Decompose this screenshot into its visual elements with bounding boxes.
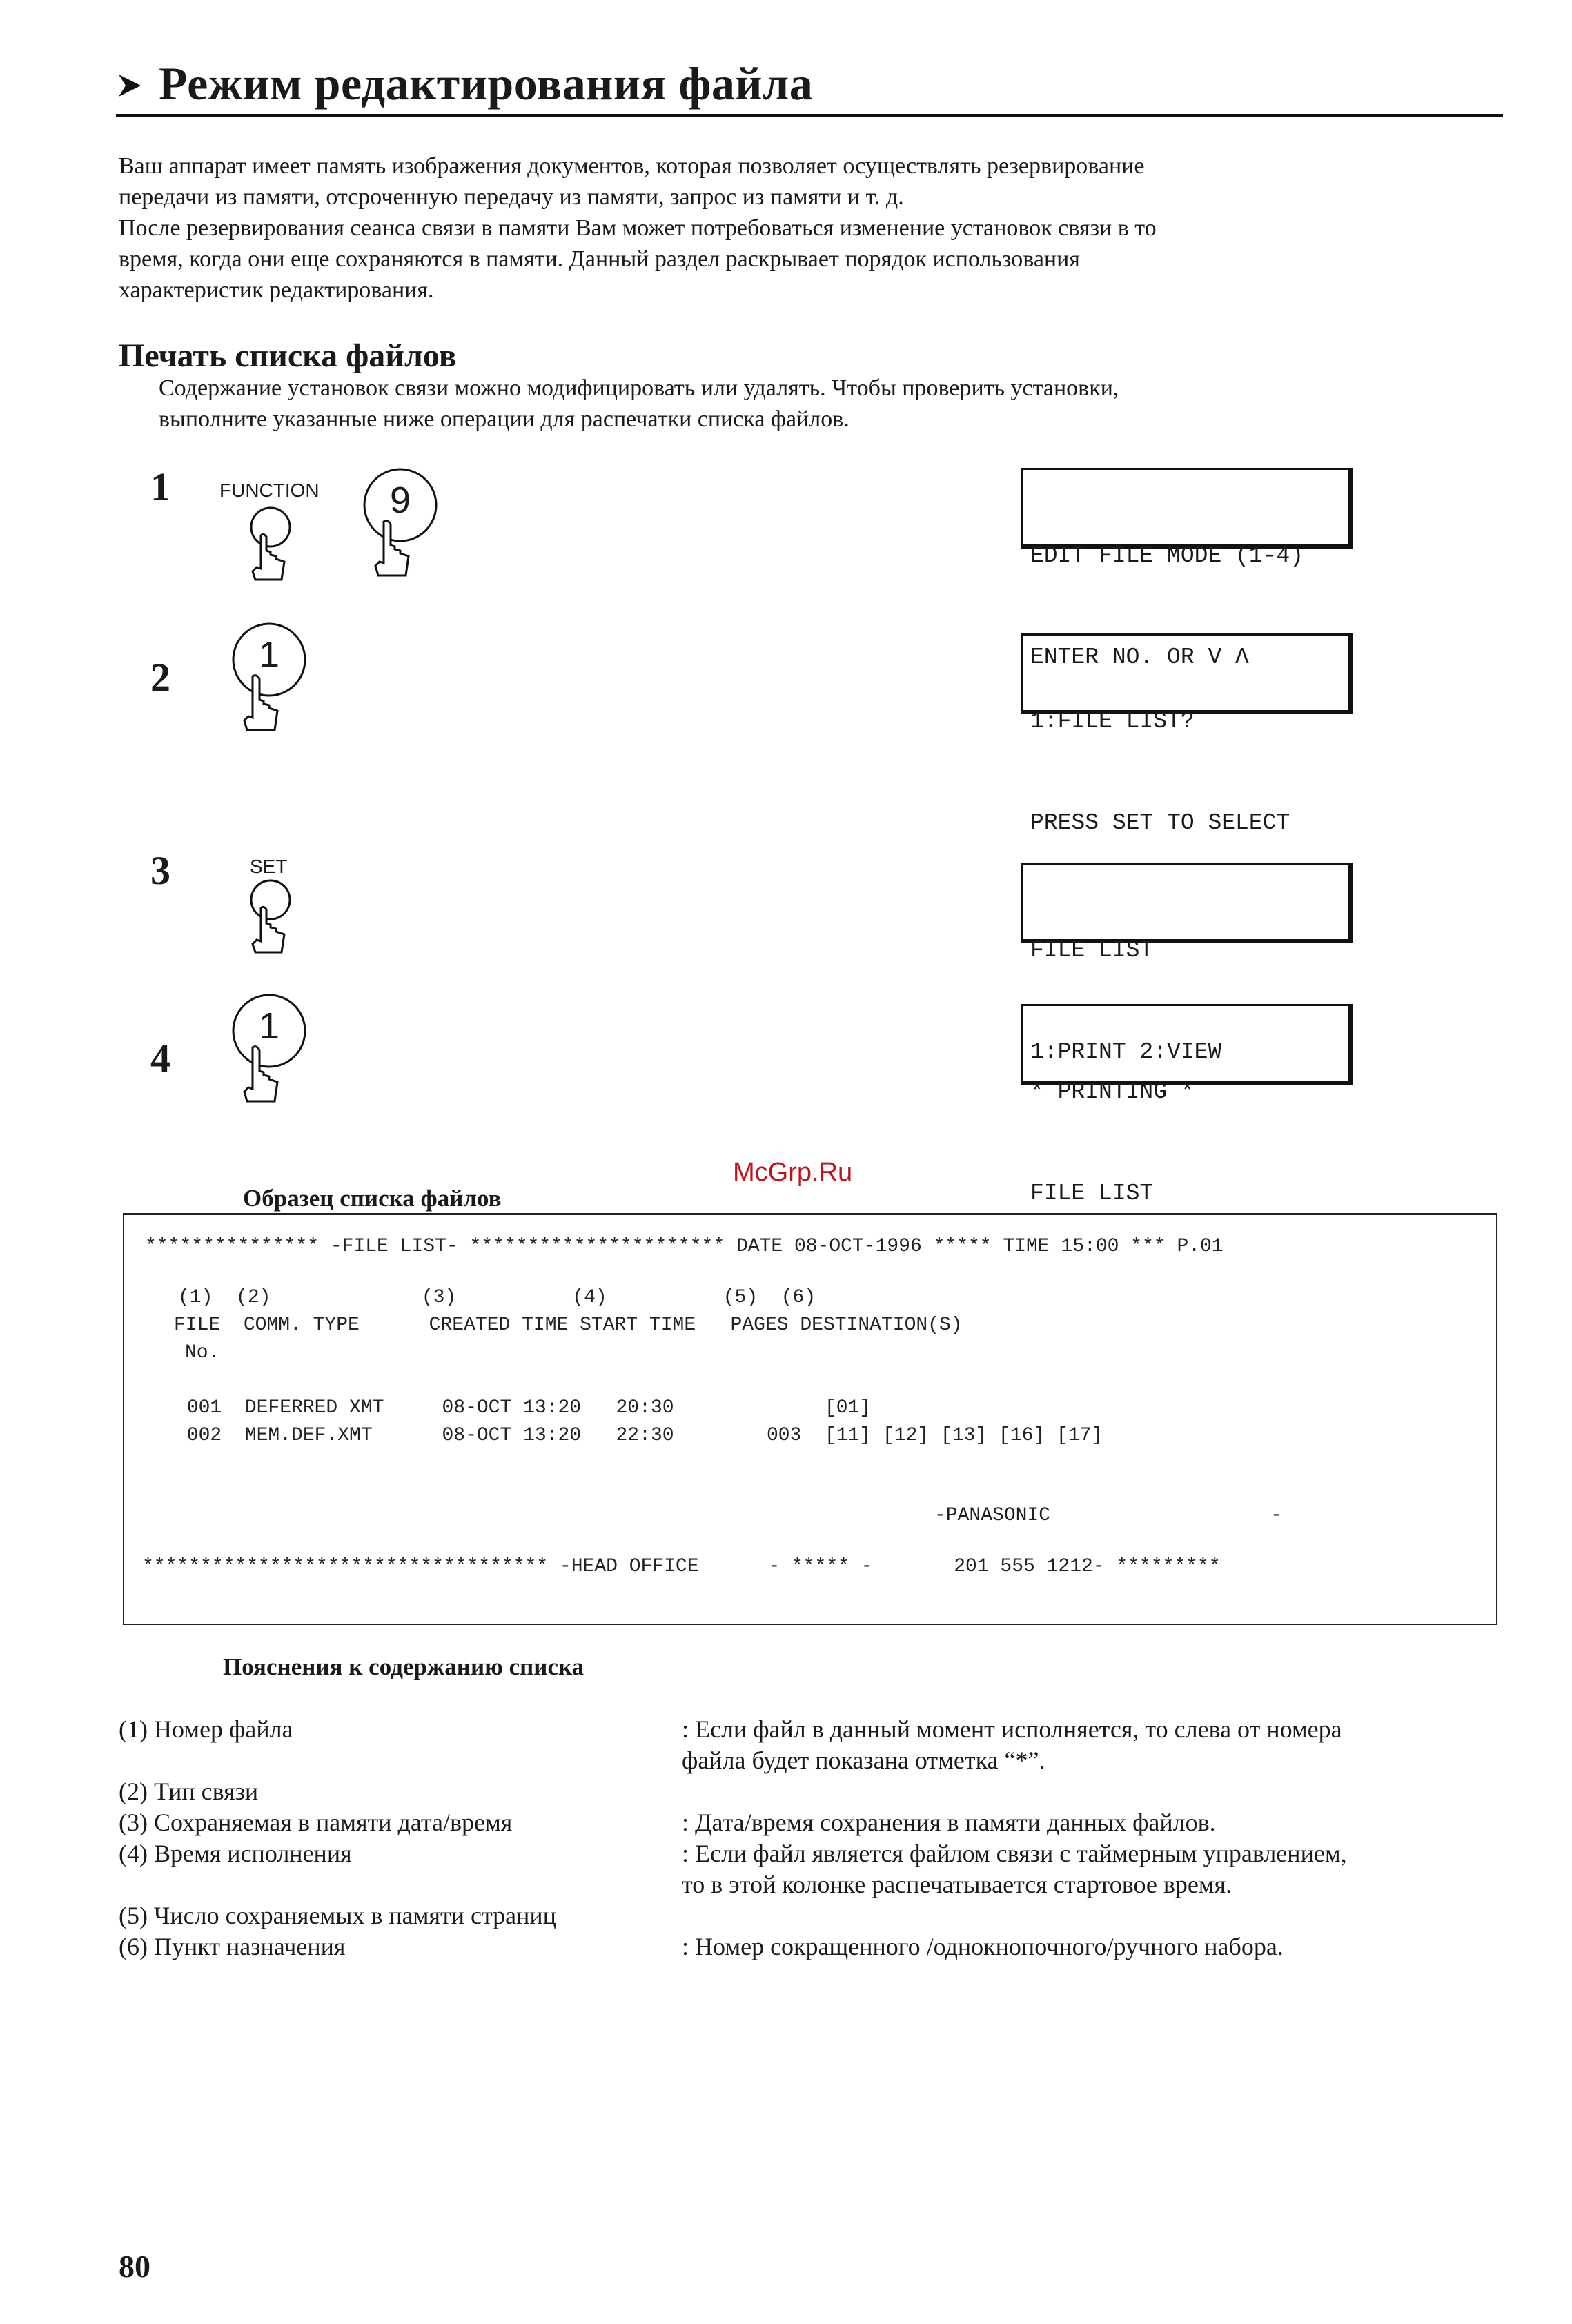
- intro-line: характеристик редактирования.: [119, 277, 434, 303]
- key-1-digit: 1: [258, 634, 280, 676]
- lead-line: Содержание установок связи можно модифицировать или удалять. Чтобы проверить установки,: [159, 375, 1119, 401]
- desc-line: то в этой колонке распечатывается стартовое время.: [682, 1871, 1232, 1898]
- explanation-term-1: (1) Номер файла: [119, 1715, 293, 1743]
- step-number-2: 2: [150, 655, 170, 700]
- set-key-press-icon[interactable]: [243, 875, 298, 959]
- page-title: [116, 57, 813, 111]
- explanation-term-4: (4) Время исполнения: [119, 1840, 352, 1867]
- desc-line: : Если файл в данный момент исполняется, то слева от номера: [682, 1715, 1342, 1743]
- lcd-line: 1:FILE LIST?: [1030, 709, 1195, 734]
- explanation-term-5: (5) Число сохраняемых в памяти страниц: [119, 1902, 556, 1929]
- step-number-3: 3: [150, 848, 170, 893]
- section-lead: [159, 373, 1491, 435]
- key-1-digit: 1: [258, 1005, 280, 1047]
- column-file-no: No.: [185, 1342, 220, 1363]
- explanation-term-2: (2) Тип связи: [119, 1778, 259, 1805]
- column-numbers: (1) (2) (3) (4) (5) (6): [178, 1287, 816, 1308]
- lcd-line: 1:PRINT 2:VIEW: [1030, 1039, 1222, 1065]
- lead-line: выполните указанные ниже операции для распечатки списка файлов.: [159, 406, 849, 432]
- lcd-line: ENTER NO. OR V Λ: [1030, 644, 1249, 670]
- desc-line: : Номер сокращенного /однокнопочного/ручного набора.: [682, 1933, 1284, 1960]
- lcd-display-step-1: [1021, 468, 1353, 670]
- intro-paragraph: [119, 150, 1485, 306]
- table-row: 001 DEFERRED XMT 08-OCT 13:20 20:30 [01]: [175, 1397, 872, 1419]
- explanations-title: Пояснения к содержанию списка: [223, 1653, 584, 1680]
- title-rule: [116, 114, 1503, 117]
- lcd-line: PRESS SET TO SELECT: [1030, 810, 1290, 836]
- explanation-desc-1: [682, 1714, 1496, 1776]
- step-number-1: 1: [150, 464, 170, 509]
- key-9-digit: 9: [389, 480, 411, 521]
- arrow-bullet-icon: [116, 57, 146, 111]
- title-text: Режим редактирования файла: [159, 57, 814, 110]
- section-title: Печать списка файлов: [119, 337, 457, 374]
- intro-line: время, когда они еще сохраняются в памяти. Данный раздел раскрывает порядок использования: [119, 246, 1080, 272]
- explanation-desc-6: [682, 1931, 1496, 1962]
- explanation-term-6: (6) Пункт назначения: [119, 1933, 346, 1960]
- company-name: -PANASONIC -: [934, 1505, 1283, 1526]
- explanation-desc-3: [682, 1807, 1496, 1838]
- lcd-line: EDIT FILE MODE (1-4): [1030, 543, 1304, 569]
- column-headers: FILE COMM. TYPE CREATED TIME START TIME PAGES DESTINATION(S): [174, 1314, 963, 1336]
- intro-line: передачи из памяти, отсроченную передачу из памяти, запрос из памяти и т. д.: [119, 184, 904, 210]
- desc-line: : Если файл является файлом связи с таймерным управлением,: [682, 1840, 1347, 1867]
- lcd-display-step-2: [1021, 633, 1353, 836]
- desc-line: файла будет показана отметка “*”.: [682, 1746, 1045, 1774]
- lcd-line: FILE LIST: [1030, 1181, 1154, 1206]
- explanation-desc-4: [682, 1838, 1496, 1900]
- report-header: *************** -FILE LIST- ********************** DATE 08-OCT-1996 ***** TIME 15:00 *** P.01: [145, 1236, 1224, 1257]
- desc-line: : Дата/время сохранения в памяти данных файлов.: [682, 1809, 1216, 1836]
- report-footer: *********************************** -HEAD OFFICE - ***** - 201 555 1212- *********: [142, 1556, 1221, 1577]
- lcd-display-step-3: [1021, 863, 1353, 1065]
- set-key-label: SET: [250, 856, 288, 877]
- lcd-line: * PRINTING *: [1030, 1079, 1195, 1105]
- lcd-line: FILE LIST: [1030, 938, 1154, 963]
- function-key-press-icon[interactable]: [243, 502, 298, 587]
- sample-file-list: [123, 1213, 1497, 1625]
- step-number-4: 4: [150, 1036, 170, 1081]
- table-row: 002 MEM.DEF.XMT 08-OCT 13:20 22:30 003 [11] [12] [13] [16] [17]: [175, 1425, 1103, 1446]
- function-key-label: FUNCTION: [219, 480, 320, 501]
- intro-line: Ваш аппарат имеет память изображения документов, которая позволяет осуществлять резервирование: [119, 153, 1145, 179]
- sample-title: Образец списка файлов: [243, 1185, 502, 1212]
- page-number: 80: [119, 2249, 150, 2284]
- lcd-display-step-4: [1021, 1004, 1353, 1206]
- explanation-term-3: (3) Сохраняемая в памяти дата/время: [119, 1809, 513, 1836]
- watermark-text: McGrp.Ru: [733, 1158, 853, 1187]
- intro-line: После резервирования сеанса связи в памяти Вам может потребоваться изменение установок связи в то: [119, 215, 1157, 241]
